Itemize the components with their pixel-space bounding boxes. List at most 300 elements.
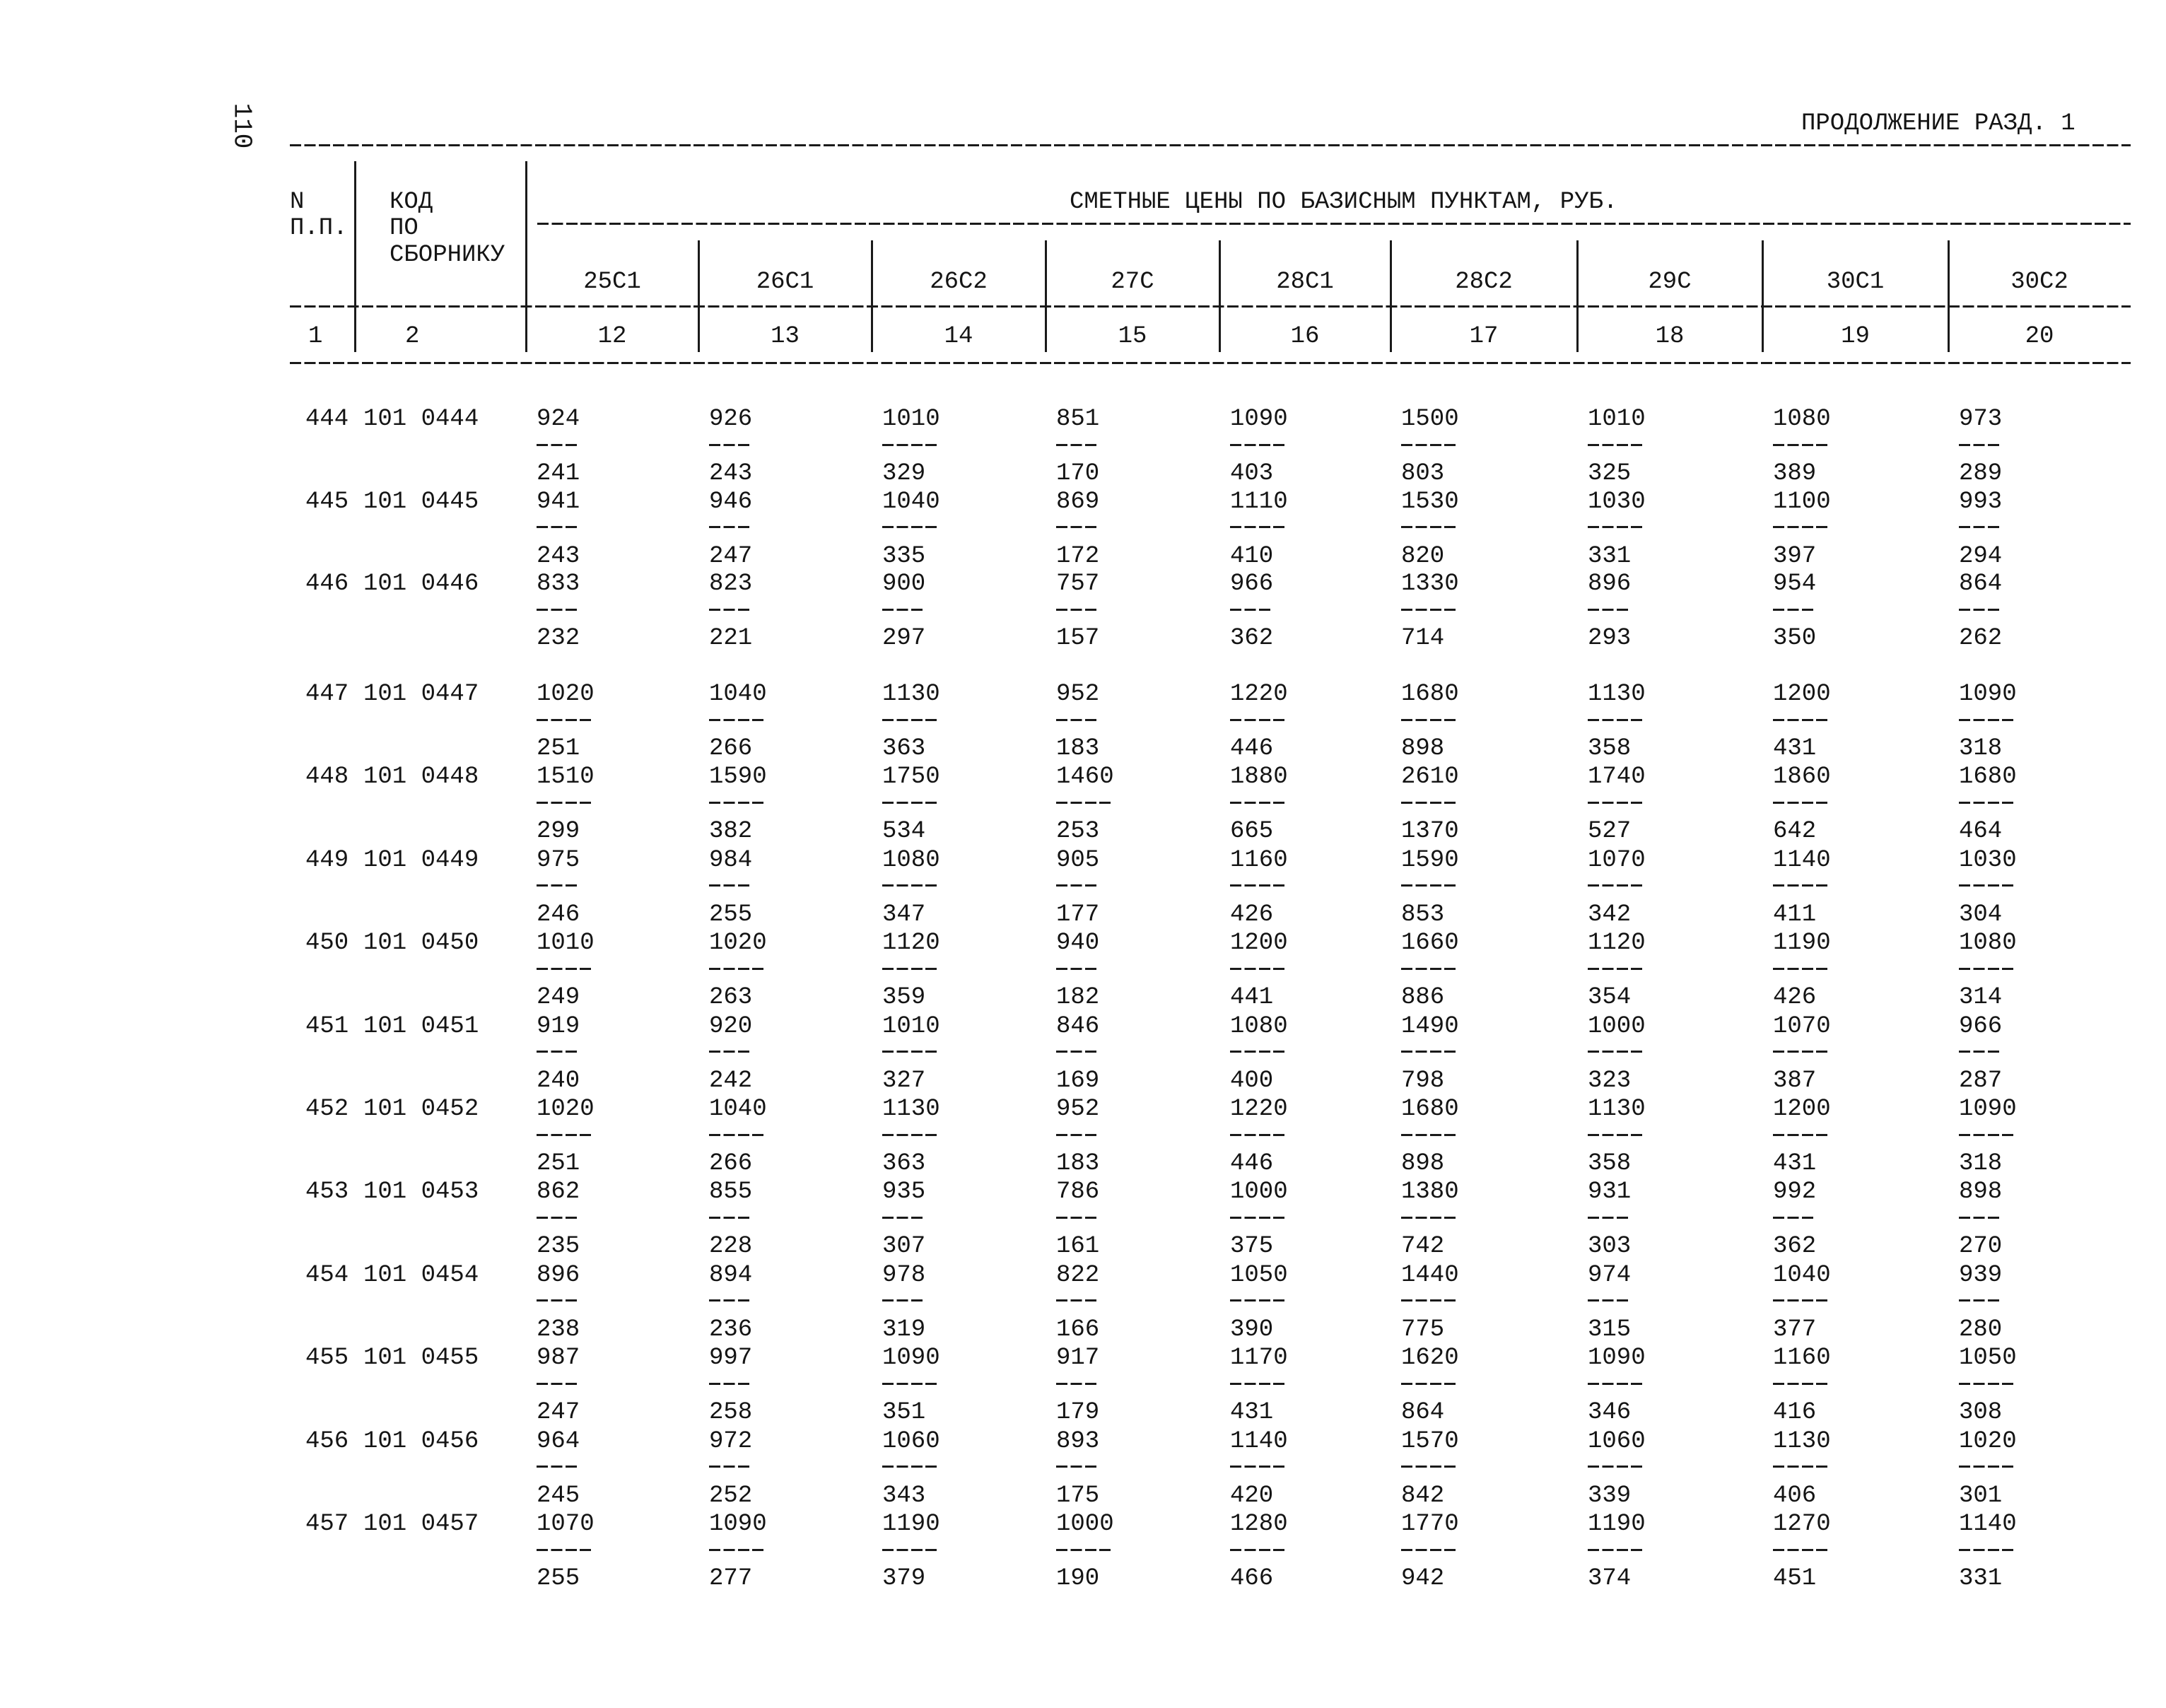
fraction-bar [537, 719, 591, 721]
row-code: 101 0455 [363, 1345, 479, 1372]
price-top-value: 946 [709, 488, 753, 515]
price-top-value: 894 [709, 1261, 753, 1289]
price-bottom-value: 464 [1959, 818, 2003, 846]
price-top-value: 1380 [1401, 1178, 1459, 1206]
fraction-bar [1401, 1549, 1456, 1551]
fraction-bar [1588, 1383, 1642, 1385]
price-bottom-value: 307 [882, 1233, 926, 1260]
price-top-value: 1090 [709, 1511, 767, 1538]
fraction-bar [709, 1466, 749, 1468]
price-bottom-value: 742 [1401, 1233, 1445, 1260]
price-bottom-value: 255 [537, 1565, 580, 1592]
row-number: 448 [305, 764, 349, 791]
price-top-value: 1280 [1230, 1511, 1288, 1538]
price-top-value: 896 [1588, 571, 1632, 597]
price-bottom-value: 301 [1959, 1482, 2003, 1509]
price-bottom-value: 235 [537, 1233, 580, 1260]
price-bottom-value: 339 [1588, 1482, 1632, 1509]
row-number: 452 [305, 1096, 349, 1123]
row-number: 451 [305, 1012, 349, 1040]
fraction-bar [1773, 1217, 1813, 1219]
price-bottom-value: 820 [1401, 542, 1445, 570]
price-top-value: 1680 [1959, 764, 2017, 791]
price-top-value: 1130 [882, 681, 940, 708]
price-top-value: 1100 [1773, 488, 1831, 515]
price-bottom-value: 315 [1588, 1316, 1632, 1343]
row-number: 455 [305, 1345, 349, 1372]
fraction-bar [1401, 1383, 1456, 1385]
price-bottom-value: 172 [1056, 542, 1100, 570]
price-top-value: 1040 [709, 681, 767, 708]
price-top-value: 992 [1773, 1178, 1817, 1206]
price-top-value: 940 [1056, 930, 1100, 957]
price-bottom-value: 299 [537, 818, 580, 846]
fraction-bar [1056, 1549, 1111, 1551]
price-top-value: 822 [1056, 1261, 1100, 1289]
price-top-value: 1040 [882, 488, 940, 515]
fraction-bar [1773, 1299, 1827, 1302]
fraction-bar [1588, 802, 1642, 804]
price-bottom-value: 363 [882, 1150, 926, 1177]
price-top-value: 1750 [882, 764, 940, 791]
fraction-bar [709, 1383, 749, 1385]
price-top-value: 1010 [537, 930, 595, 957]
fraction-bar [1773, 1466, 1827, 1468]
price-top-value: 900 [882, 571, 926, 597]
price-top-value: 1010 [882, 1012, 940, 1040]
price-bottom-value: 775 [1401, 1316, 1445, 1343]
price-bottom-value: 426 [1230, 901, 1274, 928]
price-top-value: 1060 [882, 1427, 940, 1455]
fraction-bar [1401, 1299, 1456, 1302]
price-top-value: 1190 [1773, 930, 1831, 957]
price-top-value: 1190 [882, 1511, 940, 1538]
column-number: 18 [1655, 323, 1685, 350]
price-bottom-value: 798 [1401, 1067, 1445, 1094]
price-top-value: 974 [1588, 1261, 1632, 1289]
price-top-value: 966 [1959, 1012, 2003, 1040]
price-top-value: 1130 [1773, 1427, 1831, 1455]
price-bottom-value: 308 [1959, 1399, 2003, 1427]
fraction-bar [537, 1299, 577, 1302]
price-top-value: 1130 [1588, 1096, 1646, 1123]
price-bottom-value: 183 [1056, 1150, 1100, 1177]
price-bottom-value: 177 [1056, 901, 1100, 928]
price-top-value: 1090 [1588, 1345, 1646, 1372]
fraction-bar [882, 802, 937, 804]
fraction-bar [537, 1051, 577, 1053]
fraction-bar [1773, 1383, 1827, 1385]
fraction-bar [1773, 719, 1827, 721]
fraction-bar [882, 968, 937, 970]
fraction-bar [1056, 1051, 1096, 1053]
price-top-value: 1660 [1401, 930, 1459, 957]
fraction-bar [882, 609, 923, 611]
price-bottom-value: 390 [1230, 1316, 1274, 1343]
price-top-value: 896 [537, 1261, 580, 1289]
price-bottom-value: 247 [709, 542, 753, 570]
fraction-bar [1056, 1299, 1096, 1302]
price-bottom-value: 346 [1588, 1399, 1632, 1427]
price-bottom-value: 243 [537, 542, 580, 570]
fraction-bar [1401, 719, 1456, 721]
price-bottom-value: 343 [882, 1482, 926, 1509]
price-bottom-value: 1370 [1401, 818, 1459, 846]
price-bottom-value: 232 [537, 625, 580, 652]
row-number: 457 [305, 1511, 349, 1538]
price-top-value: 1170 [1230, 1345, 1288, 1372]
price-top-value: 1120 [882, 930, 940, 957]
price-bottom-value: 246 [537, 901, 580, 928]
fraction-bar [1773, 802, 1827, 804]
header-code-label-line1: КОД [390, 189, 433, 216]
row-number: 446 [305, 571, 349, 597]
price-top-value: 786 [1056, 1178, 1100, 1206]
price-top-value: 917 [1056, 1345, 1100, 1372]
price-top-value: 987 [537, 1345, 580, 1372]
fraction-bar [1056, 526, 1096, 528]
price-column-header: 29С [1648, 269, 1692, 296]
fraction-bar [882, 1299, 923, 1302]
price-top-value: 1770 [1401, 1511, 1459, 1538]
price-top-value: 952 [1056, 1096, 1100, 1123]
price-top-value: 1880 [1230, 764, 1288, 791]
price-top-value: 1030 [1959, 846, 2017, 874]
column-number: 17 [1469, 323, 1499, 350]
row-code: 101 0451 [363, 1012, 479, 1040]
price-top-value: 1570 [1401, 1427, 1459, 1455]
row-code: 101 0449 [363, 846, 479, 874]
price-bottom-value: 377 [1773, 1316, 1817, 1343]
price-bottom-value: 374 [1588, 1565, 1632, 1592]
price-bottom-value: 236 [709, 1316, 753, 1343]
fraction-bar [1230, 802, 1284, 804]
header-code-label-line3: СБОРНИКУ [390, 242, 505, 269]
price-top-value: 905 [1056, 846, 1100, 874]
price-column-header: 27С [1111, 269, 1154, 296]
horizontal-rule-under-numbers [290, 362, 2131, 364]
price-top-value: 1270 [1773, 1511, 1831, 1538]
price-top-value: 833 [537, 571, 580, 597]
price-bottom-value: 342 [1588, 901, 1632, 928]
price-bottom-value: 942 [1401, 1565, 1445, 1592]
fraction-bar [1959, 1134, 2013, 1136]
price-bottom-value: 245 [537, 1482, 580, 1509]
fraction-bar [1773, 1051, 1827, 1053]
price-top-value: 1040 [1773, 1261, 1831, 1289]
fraction-bar [1588, 1134, 1642, 1136]
price-bottom-value: 803 [1401, 460, 1445, 487]
column-number: 20 [2025, 323, 2054, 350]
fraction-bar [1401, 968, 1456, 970]
price-bottom-value: 431 [1773, 735, 1817, 762]
price-bottom-value: 375 [1230, 1233, 1274, 1260]
price-top-value: 1590 [709, 764, 767, 791]
price-top-value: 997 [709, 1345, 753, 1372]
row-number: 450 [305, 930, 349, 957]
price-bottom-value: 323 [1588, 1067, 1632, 1094]
fraction-bar [1773, 609, 1813, 611]
fraction-bar [709, 1134, 763, 1136]
row-code: 101 0444 [363, 406, 479, 433]
price-bottom-value: 249 [537, 984, 580, 1012]
price-top-value: 1080 [1230, 1012, 1288, 1040]
fraction-bar [1230, 526, 1284, 528]
header-n-label-line2: П.П. [290, 215, 348, 242]
price-bottom-value: 243 [709, 460, 753, 487]
price-bottom-value: 397 [1773, 542, 1817, 570]
price-bottom-value: 359 [882, 984, 926, 1012]
column-number: 13 [771, 323, 800, 350]
price-bottom-value: 403 [1230, 460, 1274, 487]
fraction-bar [537, 1134, 591, 1136]
price-top-value: 1020 [709, 930, 767, 957]
fraction-bar [1588, 1051, 1642, 1053]
price-bottom-value: 327 [882, 1067, 926, 1094]
price-bottom-value: 166 [1056, 1316, 1100, 1343]
price-column-header: 26С2 [930, 269, 988, 296]
fraction-bar [1588, 1217, 1628, 1219]
column-number: 14 [944, 323, 973, 350]
price-bottom-value: 228 [709, 1233, 753, 1260]
price-top-value: 1080 [1959, 930, 2017, 957]
price-bottom-value: 354 [1588, 984, 1632, 1012]
fraction-bar [1588, 1299, 1628, 1302]
price-column-header: 30С1 [1826, 269, 1885, 296]
price-top-value: 935 [882, 1178, 926, 1206]
fraction-bar [1959, 1549, 2013, 1551]
price-bottom-value: 350 [1773, 625, 1817, 652]
price-bottom-value: 387 [1773, 1067, 1817, 1094]
row-number: 449 [305, 846, 349, 874]
fraction-bar [1056, 1134, 1096, 1136]
price-top-value: 1080 [882, 846, 940, 874]
price-bottom-value: 886 [1401, 984, 1445, 1012]
row-code: 101 0454 [363, 1261, 479, 1289]
price-bottom-value: 329 [882, 460, 926, 487]
price-top-value: 864 [1959, 571, 2003, 597]
price-top-value: 1460 [1056, 764, 1114, 791]
price-bottom-value: 466 [1230, 1565, 1274, 1592]
fraction-bar [709, 444, 749, 446]
row-number: 445 [305, 488, 349, 515]
price-top-value: 1020 [1959, 1427, 2017, 1455]
price-top-value: 1090 [882, 1345, 940, 1372]
fraction-bar [537, 1549, 591, 1551]
price-top-value: 1140 [1230, 1427, 1288, 1455]
price-top-value: 1200 [1773, 1096, 1831, 1123]
price-bottom-value: 251 [537, 735, 580, 762]
price-bottom-value: 280 [1959, 1316, 2003, 1343]
price-bottom-value: 277 [709, 1565, 753, 1592]
price-bottom-value: 331 [1959, 1565, 2003, 1592]
header-n-label-line1: N [290, 189, 305, 216]
fraction-bar [1230, 968, 1284, 970]
price-bottom-value: 431 [1773, 1150, 1817, 1177]
price-top-value: 846 [1056, 1012, 1100, 1040]
fraction-bar [1230, 609, 1270, 611]
price-bottom-value: 287 [1959, 1067, 2003, 1094]
fraction-bar [709, 968, 763, 970]
price-top-value: 973 [1959, 406, 2003, 433]
price-bottom-value: 420 [1230, 1482, 1274, 1509]
price-top-value: 1740 [1588, 764, 1646, 791]
price-bottom-value: 270 [1959, 1233, 2003, 1260]
price-bottom-value: 379 [882, 1565, 926, 1592]
price-column-header: 26С1 [756, 269, 814, 296]
fraction-bar [537, 802, 591, 804]
price-top-value: 975 [537, 846, 580, 874]
price-bottom-value: 400 [1230, 1067, 1274, 1094]
price-top-value: 757 [1056, 571, 1100, 597]
price-top-value: 964 [537, 1427, 580, 1455]
row-number: 454 [305, 1261, 349, 1289]
price-top-value: 926 [709, 406, 753, 433]
row-number: 447 [305, 681, 349, 708]
price-bottom-value: 714 [1401, 625, 1445, 652]
price-top-value: 869 [1056, 488, 1100, 515]
price-bottom-value: 389 [1773, 460, 1817, 487]
price-bottom-value: 426 [1773, 984, 1817, 1012]
row-code: 101 0450 [363, 930, 479, 957]
fraction-bar [709, 1299, 749, 1302]
price-top-value: 920 [709, 1012, 753, 1040]
fraction-bar [709, 884, 749, 887]
row-number: 444 [305, 406, 349, 433]
price-bottom-value: 325 [1588, 460, 1632, 487]
price-top-value: 855 [709, 1178, 753, 1206]
price-top-value: 1530 [1401, 488, 1459, 515]
price-bottom-value: 161 [1056, 1233, 1100, 1260]
price-top-value: 1220 [1230, 681, 1288, 708]
price-top-value: 931 [1588, 1178, 1632, 1206]
price-bottom-value: 842 [1401, 1482, 1445, 1509]
fraction-bar [882, 1217, 923, 1219]
fraction-bar [1588, 1549, 1642, 1551]
price-bottom-value: 441 [1230, 984, 1274, 1012]
price-bottom-value: 358 [1588, 1150, 1632, 1177]
fraction-bar [1959, 526, 1999, 528]
price-bottom-value: 294 [1959, 542, 2003, 570]
price-top-value: 1070 [1773, 1012, 1831, 1040]
price-top-value: 1010 [882, 406, 940, 433]
price-top-value: 1000 [1588, 1012, 1646, 1040]
fraction-bar [1056, 609, 1096, 611]
price-bottom-value: 221 [709, 625, 753, 652]
price-column-header: 25С1 [583, 269, 641, 296]
price-bottom-value: 240 [537, 1067, 580, 1094]
fraction-bar [1401, 802, 1456, 804]
fraction-bar [1773, 968, 1827, 970]
fraction-bar [1773, 526, 1827, 528]
price-bottom-value: 303 [1588, 1233, 1632, 1260]
row-code: 101 0452 [363, 1096, 479, 1123]
price-top-value: 972 [709, 1427, 753, 1455]
price-top-value: 1140 [1959, 1511, 2017, 1538]
fraction-bar [1401, 1217, 1456, 1219]
price-top-value: 941 [537, 488, 580, 515]
price-top-value: 1140 [1773, 846, 1831, 874]
price-bottom-value: 169 [1056, 1067, 1100, 1094]
price-top-value: 1090 [1959, 1096, 2017, 1123]
fraction-bar [882, 1466, 937, 1468]
price-top-value: 1010 [1588, 406, 1646, 433]
price-top-value: 1030 [1588, 488, 1646, 515]
row-code: 101 0446 [363, 571, 479, 597]
price-top-value: 1590 [1401, 846, 1459, 874]
price-top-value: 1070 [1588, 846, 1646, 874]
price-top-value: 1080 [1773, 406, 1831, 433]
fraction-bar [882, 1134, 937, 1136]
price-top-value: 1000 [1230, 1178, 1288, 1206]
price-bottom-value: 238 [537, 1316, 580, 1343]
row-code: 101 0453 [363, 1178, 479, 1206]
price-bottom-value: 251 [537, 1150, 580, 1177]
price-bottom-value: 446 [1230, 735, 1274, 762]
price-bottom-value: 304 [1959, 901, 2003, 928]
fraction-bar [1230, 1549, 1284, 1551]
fraction-bar [882, 1051, 937, 1053]
price-bottom-value: 431 [1230, 1399, 1274, 1427]
fraction-bar [1056, 1383, 1096, 1385]
price-top-value: 1680 [1401, 1096, 1459, 1123]
price-top-value: 993 [1959, 488, 2003, 515]
price-top-value: 1000 [1056, 1511, 1114, 1538]
price-bottom-value: 252 [709, 1482, 753, 1509]
fraction-bar [537, 1383, 577, 1385]
fraction-bar [1959, 1383, 2013, 1385]
price-top-value: 919 [537, 1012, 580, 1040]
price-column-header: 28С2 [1455, 269, 1513, 296]
price-bottom-value: 335 [882, 542, 926, 570]
page-number: 110 [227, 103, 257, 149]
fraction-bar [1588, 884, 1642, 887]
fraction-bar [1401, 1051, 1456, 1053]
fraction-bar [1773, 1134, 1827, 1136]
fraction-bar [882, 444, 937, 446]
price-bottom-value: 318 [1959, 1150, 2003, 1177]
fraction-bar [1230, 1383, 1284, 1385]
price-top-value: 1500 [1401, 406, 1459, 433]
price-bottom-value: 451 [1773, 1565, 1817, 1592]
fraction-bar [709, 802, 763, 804]
price-bottom-value: 319 [882, 1316, 926, 1343]
price-top-value: 1020 [537, 681, 595, 708]
price-top-value: 1190 [1588, 1511, 1646, 1538]
price-bottom-value: 170 [1056, 460, 1100, 487]
row-code: 101 0456 [363, 1427, 479, 1455]
price-top-value: 1020 [537, 1096, 595, 1123]
price-bottom-value: 266 [709, 1150, 753, 1177]
price-bottom-value: 255 [709, 901, 753, 928]
fraction-bar [709, 526, 749, 528]
price-top-value: 952 [1056, 681, 1100, 708]
price-top-value: 1620 [1401, 1345, 1459, 1372]
fraction-bar [1959, 1051, 1999, 1053]
row-code: 101 0448 [363, 764, 479, 791]
price-bottom-value: 190 [1056, 1565, 1100, 1592]
price-top-value: 1050 [1959, 1345, 2017, 1372]
row-code: 101 0457 [363, 1511, 479, 1538]
price-bottom-value: 266 [709, 735, 753, 762]
price-top-value: 1120 [1588, 930, 1646, 957]
fraction-bar [1056, 802, 1111, 804]
fraction-bar [1959, 1466, 2013, 1468]
price-column-header: 28С1 [1276, 269, 1334, 296]
fraction-bar [1401, 1466, 1456, 1468]
price-top-value: 893 [1056, 1427, 1100, 1455]
price-top-value: 924 [537, 406, 580, 433]
